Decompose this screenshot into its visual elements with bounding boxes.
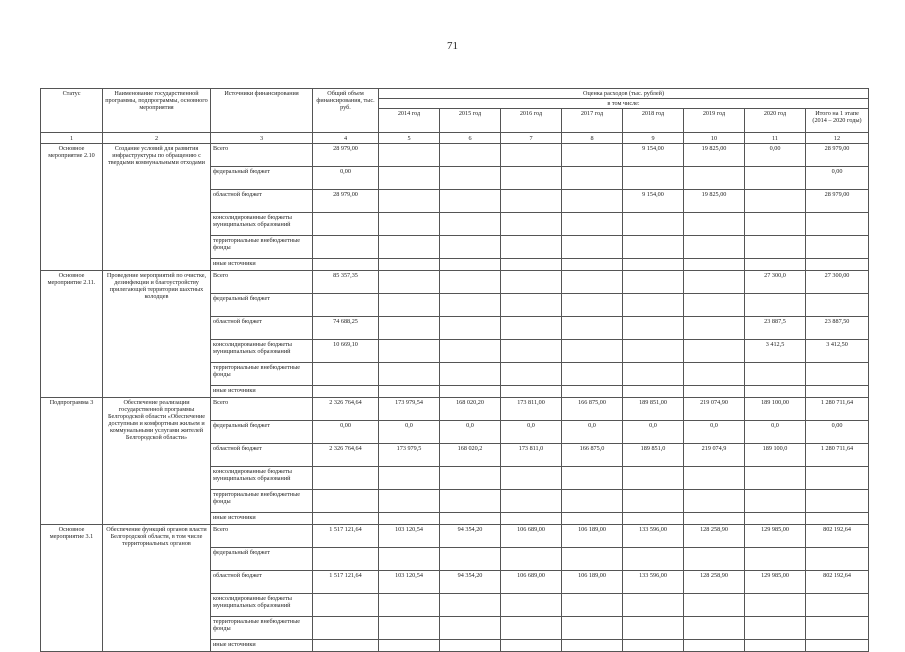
header-estimate: Оценка расходов (тыс. рублей) <box>379 89 869 99</box>
total-cell <box>313 548 379 571</box>
stage-total-cell: 802 192,64 <box>806 571 869 594</box>
year-value-cell <box>684 386 745 398</box>
year-value-cell: 173 811,0 <box>501 444 562 467</box>
year-value-cell <box>379 363 440 386</box>
year-value-cell: 0,0 <box>501 421 562 444</box>
stage-total-cell <box>806 294 869 317</box>
year-value-cell <box>562 490 623 513</box>
year-value-cell <box>562 386 623 398</box>
stage-total-cell <box>806 490 869 513</box>
year-value-cell <box>501 467 562 490</box>
year-value-cell: 219 074,90 <box>684 398 745 421</box>
year-value-cell <box>623 294 684 317</box>
year-value-cell: 9 154,00 <box>623 144 684 167</box>
column-number: 4 <box>313 133 379 144</box>
status-cell: Основное мероприятие 2.10 <box>41 144 103 271</box>
year-value-cell <box>745 363 806 386</box>
stage-total-cell <box>806 363 869 386</box>
stage-total-cell: 802 192,64 <box>806 525 869 548</box>
source-cell: Всего <box>211 271 313 294</box>
year-value-cell <box>379 640 440 652</box>
page-number: 71 <box>447 40 458 52</box>
stage-total-cell: 23 887,50 <box>806 317 869 340</box>
stage-total-cell <box>806 640 869 652</box>
year-value-cell <box>501 617 562 640</box>
year-value-cell <box>440 167 501 190</box>
year-value-cell: 19 825,00 <box>684 144 745 167</box>
year-value-cell: 106 189,00 <box>562 525 623 548</box>
stage-total-cell <box>806 467 869 490</box>
year-value-cell <box>562 513 623 525</box>
year-value-cell <box>501 340 562 363</box>
stage-total-cell <box>806 386 869 398</box>
year-value-cell: 106 189,00 <box>562 571 623 594</box>
year-value-cell <box>501 594 562 617</box>
year-value-cell <box>684 513 745 525</box>
year-value-cell <box>684 259 745 271</box>
total-cell: 1 517 121,64 <box>313 571 379 594</box>
header-including: в том числе: <box>379 99 869 109</box>
total-cell <box>313 594 379 617</box>
year-value-cell <box>745 259 806 271</box>
stage-total-cell <box>806 259 869 271</box>
year-value-cell <box>562 594 623 617</box>
budget-table <box>40 88 869 652</box>
total-cell <box>313 617 379 640</box>
year-value-cell <box>623 467 684 490</box>
year-value-cell: 9 154,00 <box>623 190 684 213</box>
column-number: 6 <box>440 133 501 144</box>
year-value-cell: 219 074,9 <box>684 444 745 467</box>
year-value-cell: 129 985,00 <box>745 525 806 548</box>
source-cell: территориальные внебюджетные фонды <box>211 490 313 513</box>
year-value-cell <box>379 236 440 259</box>
year-value-cell: 128 258,90 <box>684 571 745 594</box>
year-value-cell <box>745 190 806 213</box>
year-value-cell <box>379 386 440 398</box>
year-value-cell <box>440 513 501 525</box>
year-value-cell: 173 811,00 <box>501 398 562 421</box>
year-value-cell <box>745 513 806 525</box>
year-value-cell <box>440 594 501 617</box>
name-cell: Создание условий для развития инфраструктуры по обращению с твердыми коммунальными отходами <box>103 144 211 271</box>
total-cell <box>313 294 379 317</box>
source-cell: консолидированные бюджеты муниципальных образований <box>211 213 313 236</box>
year-value-cell <box>562 236 623 259</box>
year-value-cell <box>745 167 806 190</box>
year-value-cell <box>501 317 562 340</box>
year-value-cell: 128 258,90 <box>684 525 745 548</box>
year-value-cell: 0,00 <box>745 144 806 167</box>
header-stage-total: Итого на 1 этапе (2014 – 2020 годы) <box>806 109 869 133</box>
year-value-cell <box>440 640 501 652</box>
year-value-cell <box>440 190 501 213</box>
stage-total-cell: 3 412,50 <box>806 340 869 363</box>
year-value-cell: 103 120,54 <box>379 525 440 548</box>
year-value-cell <box>623 340 684 363</box>
year-value-cell <box>501 490 562 513</box>
year-value-cell <box>684 467 745 490</box>
year-value-cell <box>440 617 501 640</box>
year-value-cell <box>501 294 562 317</box>
source-cell: консолидированные бюджеты муниципальных образований <box>211 594 313 617</box>
total-cell: 2 326 764,64 <box>313 444 379 467</box>
source-cell: Всего <box>211 144 313 167</box>
year-value-cell <box>379 513 440 525</box>
stage-total-cell: 1 280 711,64 <box>806 444 869 467</box>
source-cell: областной бюджет <box>211 317 313 340</box>
source-cell: федеральный бюджет <box>211 548 313 571</box>
year-value-cell <box>684 271 745 294</box>
year-value-cell <box>379 167 440 190</box>
year-value-cell <box>684 213 745 236</box>
source-cell: федеральный бюджет <box>211 294 313 317</box>
year-value-cell <box>745 386 806 398</box>
name-cell: Обеспечение реализации государственной программы Белгородской области «Обеспечение доступным и комфортным жильем и коммунальными услугами жителей Белгородской области» <box>103 398 211 525</box>
year-value-cell <box>501 640 562 652</box>
total-cell: 10 669,10 <box>313 340 379 363</box>
year-value-cell <box>562 467 623 490</box>
source-cell: иные источники <box>211 259 313 271</box>
total-cell: 28 979,00 <box>313 190 379 213</box>
year-value-cell <box>684 167 745 190</box>
year-value-cell: 168 020,20 <box>440 398 501 421</box>
year-value-cell <box>440 236 501 259</box>
year-value-cell <box>684 236 745 259</box>
year-value-cell: 0,0 <box>684 421 745 444</box>
column-number: 7 <box>501 133 562 144</box>
year-value-cell <box>684 617 745 640</box>
year-value-cell: 173 979,5 <box>379 444 440 467</box>
source-cell: территориальные внебюджетные фонды <box>211 363 313 386</box>
year-value-cell <box>684 548 745 571</box>
source-cell: территориальные внебюджетные фонды <box>211 617 313 640</box>
year-value-cell <box>562 363 623 386</box>
year-value-cell <box>684 490 745 513</box>
year-value-cell <box>684 363 745 386</box>
year-value-cell <box>562 548 623 571</box>
stage-total-cell <box>806 548 869 571</box>
header-year: 2020 год <box>745 109 806 133</box>
year-value-cell <box>440 340 501 363</box>
year-value-cell: 0,0 <box>562 421 623 444</box>
year-value-cell <box>623 548 684 571</box>
year-value-cell <box>745 640 806 652</box>
stage-total-cell <box>806 213 869 236</box>
total-cell: 2 326 764,64 <box>313 398 379 421</box>
header-year: 2017 год <box>562 109 623 133</box>
year-value-cell: 168 020,2 <box>440 444 501 467</box>
stage-total-cell <box>806 513 869 525</box>
source-cell: федеральный бюджет <box>211 167 313 190</box>
year-value-cell <box>562 617 623 640</box>
year-value-cell <box>745 594 806 617</box>
year-value-cell <box>562 167 623 190</box>
header-year: 2015 год <box>440 109 501 133</box>
year-value-cell <box>745 467 806 490</box>
year-value-cell: 189 851,00 <box>623 398 684 421</box>
year-value-cell: 27 300,0 <box>745 271 806 294</box>
year-value-cell <box>440 363 501 386</box>
year-value-cell <box>562 144 623 167</box>
year-value-cell <box>562 317 623 340</box>
year-value-cell: 103 120,54 <box>379 571 440 594</box>
year-value-cell <box>379 467 440 490</box>
year-value-cell <box>623 363 684 386</box>
source-cell: консолидированные бюджеты муниципальных образований <box>211 340 313 363</box>
year-value-cell: 133 596,00 <box>623 525 684 548</box>
table-row <box>41 525 869 548</box>
table-header <box>41 89 869 133</box>
year-value-cell <box>379 144 440 167</box>
column-number: 12 <box>806 133 869 144</box>
header-total: Общий объем финансирования, тыс. руб. <box>313 89 379 133</box>
source-cell: иные источники <box>211 386 313 398</box>
column-number: 3 <box>211 133 313 144</box>
year-value-cell: 133 596,00 <box>623 571 684 594</box>
year-value-cell: 0,0 <box>440 421 501 444</box>
total-cell: 85 357,35 <box>313 271 379 294</box>
year-value-cell <box>440 317 501 340</box>
year-value-cell <box>623 213 684 236</box>
year-value-cell: 0,0 <box>623 421 684 444</box>
total-cell <box>313 467 379 490</box>
year-value-cell: 166 875,0 <box>562 444 623 467</box>
year-value-cell <box>501 548 562 571</box>
year-value-cell <box>684 340 745 363</box>
total-cell: 1 517 121,64 <box>313 525 379 548</box>
year-value-cell <box>623 617 684 640</box>
name-cell: Проведение мероприятий по очистке, дезинфекции и благоустройству прилегающей территории шахтных колодцев <box>103 271 211 398</box>
header-year: 2014 год <box>379 109 440 133</box>
year-value-cell <box>379 548 440 571</box>
year-value-cell <box>501 259 562 271</box>
table-row <box>41 271 869 294</box>
year-value-cell: 173 979,54 <box>379 398 440 421</box>
year-value-cell <box>379 213 440 236</box>
status-cell: Основное мероприятие 3.1 <box>41 525 103 652</box>
source-cell: Всего <box>211 525 313 548</box>
year-value-cell <box>379 340 440 363</box>
column-number: 9 <box>623 133 684 144</box>
column-number: 1 <box>41 133 103 144</box>
stage-total-cell: 27 300,00 <box>806 271 869 294</box>
column-number: 10 <box>684 133 745 144</box>
year-value-cell <box>562 271 623 294</box>
year-value-cell <box>379 259 440 271</box>
year-value-cell: 94 354,20 <box>440 525 501 548</box>
total-cell: 0,00 <box>313 421 379 444</box>
total-cell <box>313 386 379 398</box>
year-value-cell <box>623 594 684 617</box>
year-value-cell <box>379 271 440 294</box>
year-value-cell <box>684 594 745 617</box>
year-value-cell <box>623 167 684 190</box>
year-value-cell <box>501 144 562 167</box>
total-cell: 0,00 <box>313 167 379 190</box>
year-value-cell <box>440 386 501 398</box>
column-number: 5 <box>379 133 440 144</box>
header-name: Наименование государственной программы, подпрограммы, основного мероприятия <box>103 89 211 133</box>
total-cell: 74 688,25 <box>313 317 379 340</box>
status-cell: Подпрограмма 3 <box>41 398 103 525</box>
year-value-cell <box>623 236 684 259</box>
year-value-cell <box>379 490 440 513</box>
year-value-cell: 19 825,00 <box>684 190 745 213</box>
year-value-cell: 189 100,00 <box>745 398 806 421</box>
stage-total-cell <box>806 236 869 259</box>
header-year: 2016 год <box>501 109 562 133</box>
year-value-cell <box>501 236 562 259</box>
stage-total-cell <box>806 594 869 617</box>
year-value-cell <box>684 640 745 652</box>
year-value-cell: 3 412,5 <box>745 340 806 363</box>
year-value-cell: 23 887,5 <box>745 317 806 340</box>
total-cell <box>313 259 379 271</box>
year-value-cell <box>623 386 684 398</box>
year-value-cell <box>623 317 684 340</box>
source-cell: областной бюджет <box>211 444 313 467</box>
table-row <box>41 144 869 167</box>
stage-total-cell: 28 979,00 <box>806 190 869 213</box>
total-cell: 28 979,00 <box>313 144 379 167</box>
total-cell <box>313 490 379 513</box>
source-cell: областной бюджет <box>211 571 313 594</box>
year-value-cell <box>501 386 562 398</box>
year-value-cell <box>623 640 684 652</box>
year-value-cell <box>501 213 562 236</box>
year-value-cell <box>562 294 623 317</box>
total-cell <box>313 236 379 259</box>
table-body <box>41 133 869 652</box>
source-cell: Всего <box>211 398 313 421</box>
stage-total-cell: 0,00 <box>806 421 869 444</box>
year-value-cell <box>623 259 684 271</box>
year-value-cell: 189 851,0 <box>623 444 684 467</box>
header-year: 2019 год <box>684 109 745 133</box>
name-cell: Обеспечение функций органов власти Белгородской области, в том числе территориальных органов <box>103 525 211 652</box>
year-value-cell <box>501 271 562 294</box>
year-value-cell: 94 354,20 <box>440 571 501 594</box>
year-value-cell: 0,0 <box>379 421 440 444</box>
year-value-cell <box>379 190 440 213</box>
source-cell: территориальные внебюджетные фонды <box>211 236 313 259</box>
year-value-cell <box>440 490 501 513</box>
year-value-cell <box>745 617 806 640</box>
column-number: 8 <box>562 133 623 144</box>
source-cell: федеральный бюджет <box>211 421 313 444</box>
stage-total-cell: 28 979,00 <box>806 144 869 167</box>
stage-total-cell: 0,00 <box>806 167 869 190</box>
year-value-cell <box>440 548 501 571</box>
year-value-cell <box>440 294 501 317</box>
year-value-cell <box>684 294 745 317</box>
year-value-cell <box>623 271 684 294</box>
stage-total-cell <box>806 617 869 640</box>
header-status: Статус <box>41 89 103 133</box>
column-numbers-row <box>41 133 869 144</box>
year-value-cell: 106 689,00 <box>501 571 562 594</box>
status-cell: Основное мероприятие 2.11. <box>41 271 103 398</box>
total-cell <box>313 363 379 386</box>
year-value-cell <box>501 190 562 213</box>
year-value-cell <box>440 271 501 294</box>
year-value-cell <box>684 317 745 340</box>
header-sources: Источники финансирования <box>211 89 313 133</box>
total-cell <box>313 213 379 236</box>
total-cell <box>313 640 379 652</box>
year-value-cell <box>745 213 806 236</box>
table-row <box>41 398 869 421</box>
year-value-cell <box>501 513 562 525</box>
source-cell: иные источники <box>211 640 313 652</box>
year-value-cell <box>440 259 501 271</box>
year-value-cell <box>379 594 440 617</box>
year-value-cell <box>562 259 623 271</box>
year-value-cell <box>379 317 440 340</box>
year-value-cell <box>745 490 806 513</box>
year-value-cell <box>501 167 562 190</box>
year-value-cell <box>623 513 684 525</box>
year-value-cell <box>501 363 562 386</box>
year-value-cell: 106 689,00 <box>501 525 562 548</box>
year-value-cell <box>379 617 440 640</box>
year-value-cell <box>440 467 501 490</box>
year-value-cell: 189 100,0 <box>745 444 806 467</box>
year-value-cell <box>562 340 623 363</box>
year-value-cell <box>745 236 806 259</box>
stage-total-cell: 1 280 711,64 <box>806 398 869 421</box>
year-value-cell <box>562 640 623 652</box>
year-value-cell <box>562 213 623 236</box>
total-cell <box>313 513 379 525</box>
year-value-cell: 166 875,00 <box>562 398 623 421</box>
year-value-cell <box>440 144 501 167</box>
year-value-cell <box>623 490 684 513</box>
year-value-cell <box>379 294 440 317</box>
year-value-cell <box>440 213 501 236</box>
year-value-cell: 0,0 <box>745 421 806 444</box>
year-value-cell: 129 985,00 <box>745 571 806 594</box>
source-cell: консолидированные бюджеты муниципальных образований <box>211 467 313 490</box>
column-number: 11 <box>745 133 806 144</box>
source-cell: областной бюджет <box>211 190 313 213</box>
year-value-cell <box>562 190 623 213</box>
year-value-cell <box>745 294 806 317</box>
source-cell: иные источники <box>211 513 313 525</box>
header-year: 2018 год <box>623 109 684 133</box>
column-number: 2 <box>103 133 211 144</box>
year-value-cell <box>745 548 806 571</box>
